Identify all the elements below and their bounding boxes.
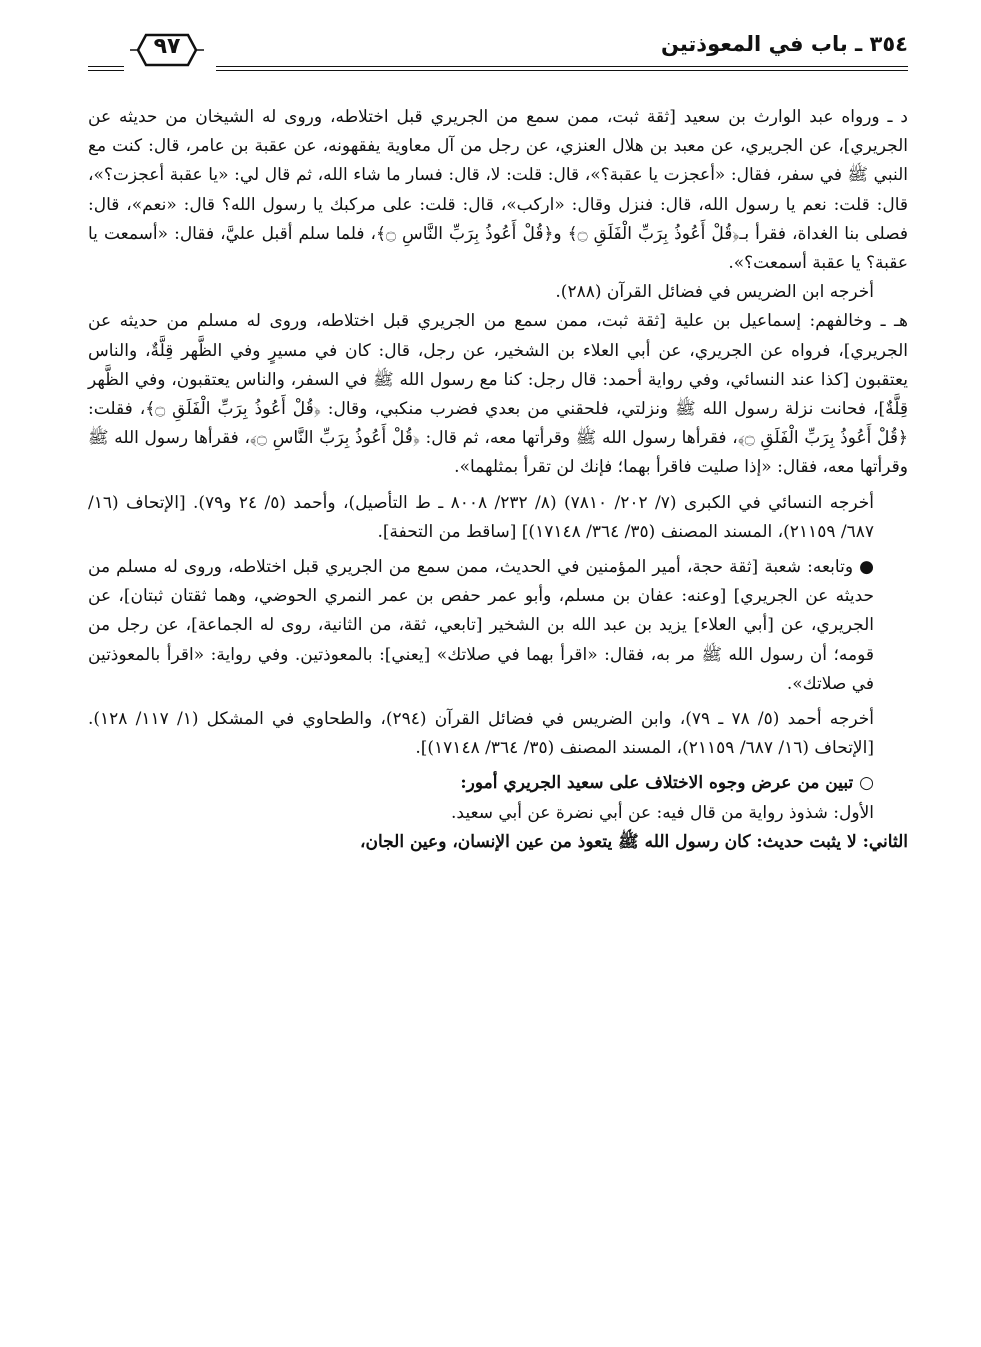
paragraph-second-point: الثاني: لا يثبت حديث: كان رسول الله ﷺ يتعوذ من عين الإنسان، وعين الجان،: [360, 831, 908, 852]
paragraph-summary-heading: ○ تبين من عرض وجوه الاختلاف على سعيد الجريري أمور:: [460, 773, 874, 794]
paragraph-riwaya-d: د ـ ورواه عبد الوارث بن سعيد [ثقة ثبت، ممن سمع من الجريري قبل اختلاطه، وروى له الشيخان من حديثه عن الجريري]، عن الجريري، عن معبد بن هلال العنزي، عن رجل من آل معاوية يفقهونه، عن عقبة بن عامر، قال: كنت مع النبي ﷺ في سفر، فقال: «أعجزت يا عقبة؟»، قال: قلت: لا، قال: فسار ما شاء الله، ثم قال لي: «يا عقبة أعجزت؟»، قال: قلت: نعم يا رسول الله، قال: فنزل وقال: «اركب»، قال: قلت: على مركبك يا رسول الله؟ قال: «نعم»، قال: فصلى بنا الغداة، فقرأ بـ﴿قُلْ أَعُوذُ بِرَبِّ الْفَلَقِ ۝﴾ و﴿قُلْ أَعُوذُ بِرَبِّ النَّاسِ ۝﴾، فلما سلم أقبل عليَّ، فقال: «أسمعت يا عقبة؟ يا عقبة أسمعت؟».: [88, 107, 909, 274]
header-rule-right-thin: [216, 70, 908, 71]
page-header: [88, 22, 908, 80]
header-rule-left-thin: [88, 70, 124, 71]
header-rule-right: [216, 66, 908, 67]
header-rule-left: [88, 66, 124, 67]
paragraph-takhrij-1: أخرجه ابن الضريس في فضائل القرآن (٢٨٨).: [555, 282, 874, 303]
chapter-title: ٣٥٤ ـ باب في المعوذتين: [660, 32, 908, 56]
page-number: ٩٧: [153, 34, 181, 59]
paragraph-takhrij-3: أخرجه أحمد (٥/ ٧٨ ـ ٧٩)، وابن الضريس في فضائل القرآن (٢٩٤)، والطحاوي في المشكل (١/ ١١٧/ ١٢٨). [الإتحاف (١٦/ ٦٨٧/ ٢١١٥٩)، المسند المصنف (٣٥/ ٣٦٤/ ١٧١٤٨)].: [88, 709, 874, 759]
page-body: [88, 103, 908, 857]
paragraph-takhrij-2: أخرجه النسائي في الكبرى (٧/ ٢٠٢/ ٧٨١٠) (٨/ ٢٣٢/ ٨٠٠٨ ـ ط التأصيل)، وأحمد (٥/ ٢٤ و٧٩). [الإتحاف (١٦/ ٦٨٧/ ٢١١٥٩)، المسند المصنف (٣٥/ ٣٦٤/ ١٧١٤٨)] [ساقط من التحفة].: [88, 492, 875, 542]
paragraph-riwaya-h: هـ ـ وخالفهم: إسماعيل بن علية [ثقة ثبت، ممن سمع من الجريري قبل اختلاطه، وروى له مسلم من حديثه عن الجريري]، فرواه عن الجريري، عن أبي العلاء بن الشخير، عن رجل، قال: كان في مسيرٍ وفي الظَّهر قِلَّةٌ، والناس يعتقبون [كذا عند النسائي، وفي رواية أحمد: قال رجل: كنا مع رسول الله ﷺ في السفر، والناس يعتقبون، وفي الظَّهر قِلَّةٌ]، فحانت نزلة رسول الله ﷺ ونزلتي، فلحقني من بعدي فضرب منكبي، وقال: ﴿قُلْ أَعُوذُ بِرَبِّ الْفَلَقِ ۝﴾، فقلت: ﴿قُلْ أَعُوذُ بِرَبِّ الْفَلَقِ ۝﴾، فقرأها رسول الله ﷺ وقرأتها معه، ثم قال: ﴿قُلْ أَعُوذُ بِرَبِّ النَّاسِ ۝﴾، فقرأها رسول الله ﷺ وقرأتها معه، فقال: «إذا صليت فاقرأ بهما؛ فإنك لن تقرأ بمثلهما».: [88, 311, 908, 478]
paragraph-first-point: الأول: شذوذ رواية من قال فيه: عن أبي نضرة عن أبي سعيد.: [451, 802, 874, 823]
paragraph-mutaba-shuba: ● وتابعه: شعبة [ثقة حجة، أمير المؤمنين في الحديث، ممن سمع من الجريري قبل اختلاطه، وروى له مسلم من حديثه عن الجريري] [وعنه: عفان بن مسلم، وأبو عمر حفص بن عمر النمري الحوضي، وهما ثقتان ثبتان]، عن الجريري، عن [أبي العلاء] يزيد بن عبد الله بن الشخير [تابعي، ثقة، من الثانية، روى له الجماعة]، عن رجل من قومه؛ أن رسول الله ﷺ مر به، فقال: «اقرأ بهما في صلاتك» [يعني]: بالمعوذتين. وفي رواية: «اقرأ بالمعوذتين في صلاتك».: [88, 557, 874, 694]
page-number-badge: [130, 30, 204, 70]
